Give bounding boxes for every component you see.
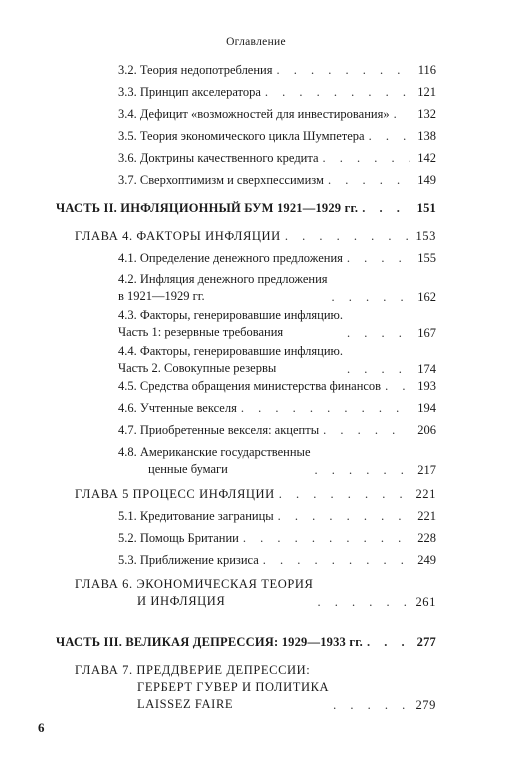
toc-page-number: 162 — [417, 290, 436, 304]
toc-entry-title: 4.5. Средства обращения министерства финансов — [118, 379, 382, 393]
dot-leader — [279, 486, 410, 502]
dot-leader — [317, 594, 410, 610]
toc-entry — [118, 307, 436, 341]
toc-entry — [118, 250, 436, 266]
toc-page-number: 121 — [417, 85, 436, 99]
dot-leader — [276, 62, 410, 78]
toc-chapter-heading — [75, 486, 436, 502]
toc-entry-title: 4.2. Инфляция денежного предложения — [118, 272, 328, 286]
toc-entry-title: 4.8. Американские государственные — [118, 445, 311, 459]
toc-entry — [118, 271, 436, 305]
toc-entry-title: 3.6. Доктрины качественного кредита — [118, 151, 319, 165]
toc-entry-title: 3.4. Дефицит «возможностей для инвестирования» — [118, 107, 390, 121]
toc-entry-title: 3.7. Сверхоптимизм и сверхпессимизм — [118, 173, 324, 187]
toc-page-number: 155 — [417, 251, 436, 265]
toc-page-number: 153 — [415, 229, 436, 243]
dot-leader — [332, 289, 410, 305]
toc-entry-title: 4.4. Факторы, генерировавшие инфляцию. — [118, 344, 344, 358]
dot-leader — [278, 508, 410, 524]
dot-leader — [394, 106, 410, 122]
toc-page-number: 221 — [417, 509, 436, 523]
toc-page-number: 193 — [417, 379, 436, 393]
toc-page-number: 277 — [416, 635, 436, 649]
toc-page-number: 194 — [417, 401, 436, 415]
dot-leader — [315, 462, 411, 478]
toc-entry-title: 5.3. Приближение кризиса — [118, 553, 259, 567]
toc-entry-title: ГЛАВА 5 ПРОЦЕСС ИНФЛЯЦИИ — [75, 487, 275, 501]
toc-page-number: 217 — [417, 463, 436, 477]
toc-entry — [118, 552, 436, 568]
page-number: 6 — [38, 720, 45, 735]
toc-page-number: 174 — [417, 362, 436, 376]
toc-entry — [118, 172, 436, 188]
toc-entry-title-continued: Часть 2. Совокупные резервы — [118, 361, 277, 375]
toc-entry — [118, 343, 436, 377]
toc-chapter-heading — [75, 576, 436, 610]
toc-entry-title-continued: Часть 1: резервные требования — [118, 325, 284, 339]
toc-entry — [118, 508, 436, 524]
toc-entry-title: 5.1. Кредитование заграницы — [118, 509, 274, 523]
dot-leader — [328, 172, 410, 188]
dot-leader — [347, 361, 410, 377]
toc-entry-title: ГЛАВА 6. ЭКОНОМИЧЕСКАЯ ТЕОРИЯ — [75, 577, 314, 591]
toc-part-heading — [56, 634, 436, 650]
toc-entry — [118, 444, 436, 478]
dot-leader — [362, 200, 410, 216]
toc-chapter-heading — [75, 228, 436, 244]
toc-entry — [118, 400, 436, 416]
toc-page-number: 279 — [415, 698, 436, 712]
toc-entry-title-continued: в 1921—1929 гг. — [118, 289, 205, 303]
toc-entry-title: 3.2. Теория недопотребления — [118, 63, 273, 77]
dot-leader — [323, 422, 410, 438]
toc-page-number: 116 — [417, 63, 436, 77]
toc-entry — [118, 530, 436, 546]
toc-page-number: 167 — [417, 326, 436, 340]
toc-entry-title: ЧАСТЬ II. ИНФЛЯЦИОННЫЙ БУМ 1921—1929 гг. — [56, 201, 359, 215]
toc-page-number: 151 — [416, 201, 436, 215]
toc-entry — [118, 150, 436, 166]
toc-entry-title: 4.7. Приобретенные векселя: акцепты — [118, 423, 320, 437]
toc-entry-title: ГЛАВА 7. ПРЕДДВЕРИЕ ДЕПРЕССИИ: — [75, 663, 311, 677]
dot-leader — [347, 250, 410, 266]
toc-page-number: 142 — [417, 151, 436, 165]
toc-entry — [118, 128, 436, 144]
toc-page-number: 132 — [417, 107, 436, 121]
toc-entry-title: 4.3. Факторы, генерировавшие инфляцию. — [118, 308, 344, 322]
dot-leader — [265, 84, 410, 100]
toc-entry-title-continued: И ИНФЛЯЦИЯ — [137, 594, 226, 608]
toc-page-number: 138 — [417, 129, 436, 143]
toc-entry-title: 3.5. Теория экономического цикла Шумпетера — [118, 129, 365, 143]
dot-leader — [367, 634, 410, 650]
dot-leader — [369, 128, 410, 144]
toc-entry-title-continued: ГЕРБЕРТ ГУВЕР И ПОЛИТИКА — [137, 680, 330, 694]
dot-leader — [241, 400, 410, 416]
toc-entry-title: ЧАСТЬ III. ВЕЛИКАЯ ДЕПРЕССИЯ: 1929—1933 гг. — [56, 635, 363, 649]
toc-page-number: 261 — [415, 595, 436, 609]
toc-page-number: 206 — [417, 423, 436, 437]
toc-entry — [118, 106, 436, 122]
dot-leader — [263, 552, 410, 568]
dot-leader — [333, 697, 410, 713]
toc-page-number: 221 — [415, 487, 436, 501]
toc-entry-title: ГЛАВА 4. ФАКТОРЫ ИНФЛЯЦИИ — [75, 229, 281, 243]
dot-leader — [323, 150, 410, 166]
toc-part-heading — [56, 200, 436, 216]
toc-page-number: 149 — [417, 173, 436, 187]
running-head: Оглавление — [226, 36, 286, 48]
toc-entry-title: 5.2. Помощь Британии — [118, 531, 239, 545]
dot-leader — [385, 378, 410, 394]
dot-leader — [347, 325, 410, 341]
toc-entry-title: 4.6. Учтенные векселя — [118, 401, 237, 415]
toc-chapter-heading — [75, 662, 436, 713]
toc-entry — [118, 62, 436, 78]
toc-page-number: 249 — [417, 553, 436, 567]
toc-entry — [118, 84, 436, 100]
dot-leader — [243, 530, 410, 546]
toc-page-number: 228 — [417, 531, 436, 545]
toc-entry-title-continued: ценные бумаги — [148, 462, 228, 476]
toc-entry-title: 4.1. Определение денежного предложения — [118, 251, 343, 265]
dot-leader — [285, 228, 410, 244]
toc-entry-title-continued: LAISSEZ FAIRE — [137, 697, 234, 711]
toc-entry — [118, 378, 436, 394]
toc-entry — [118, 422, 436, 438]
toc-entry-title: 3.3. Принцип акселератора — [118, 85, 261, 99]
